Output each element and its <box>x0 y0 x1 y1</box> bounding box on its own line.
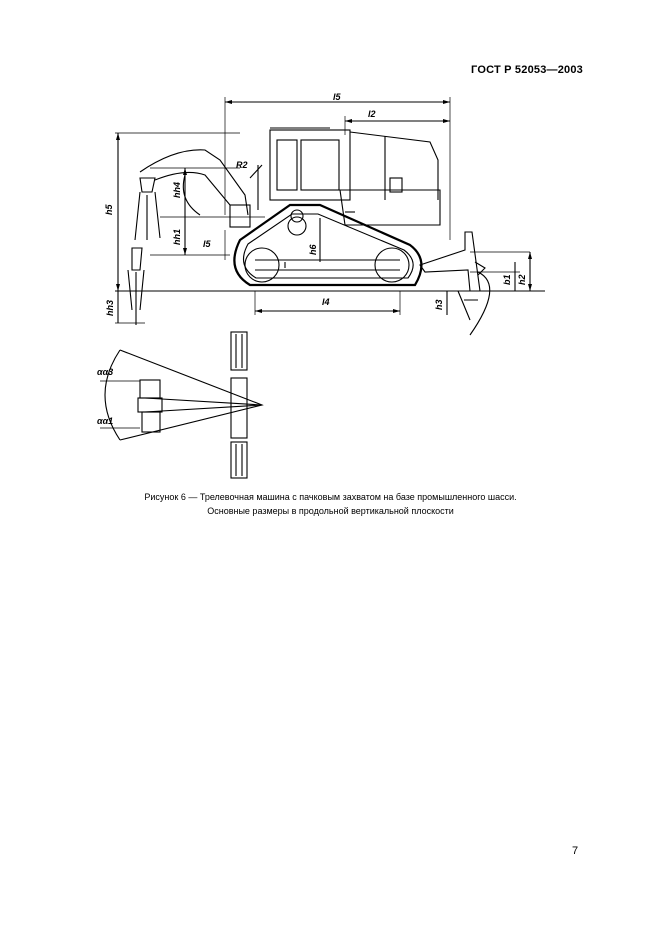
dozer-blade <box>420 232 480 291</box>
figure-caption <box>0 491 661 519</box>
label-alpha1: αα1 <box>97 416 114 426</box>
label-alpha3: αα3 <box>97 367 114 377</box>
grapple-lower <box>132 248 142 270</box>
label-h6: h6 <box>308 244 318 255</box>
label-h3: h3 <box>434 299 444 310</box>
page-number: 7 <box>572 845 579 857</box>
track-wheel-rear <box>245 248 279 282</box>
plan-track-lower <box>231 442 247 478</box>
label-h5: h5 <box>104 204 114 215</box>
standard-code: ГОСТ Р 52053—2003 <box>471 64 583 76</box>
label-R2: R2 <box>236 160 248 170</box>
label-b1: b1 <box>502 274 512 285</box>
label-hh1: hh1 <box>172 228 182 245</box>
grapple-upper <box>140 178 155 192</box>
label-l2: l2 <box>368 109 376 119</box>
caption-line-1: Рисунок 6 — Трелевочная машина с пачковым захватом на базе промышленного шасси. <box>144 492 517 502</box>
plan-track-upper <box>231 332 247 370</box>
label-l4: l4 <box>322 297 330 307</box>
label-hh4: hh4 <box>172 181 182 198</box>
label-l5-low: l5 <box>203 239 211 249</box>
caption-line-2: Основные размеры в продольной вертикальной плоскости <box>207 505 454 516</box>
label-hh3: hh3 <box>105 299 115 316</box>
label-l5: l5 <box>333 92 341 102</box>
figure-drawing <box>95 90 565 495</box>
swing-sector <box>120 350 262 440</box>
machine-schematic <box>95 90 565 490</box>
track-wheel-front <box>375 248 409 282</box>
label-h2: h2 <box>517 274 527 285</box>
